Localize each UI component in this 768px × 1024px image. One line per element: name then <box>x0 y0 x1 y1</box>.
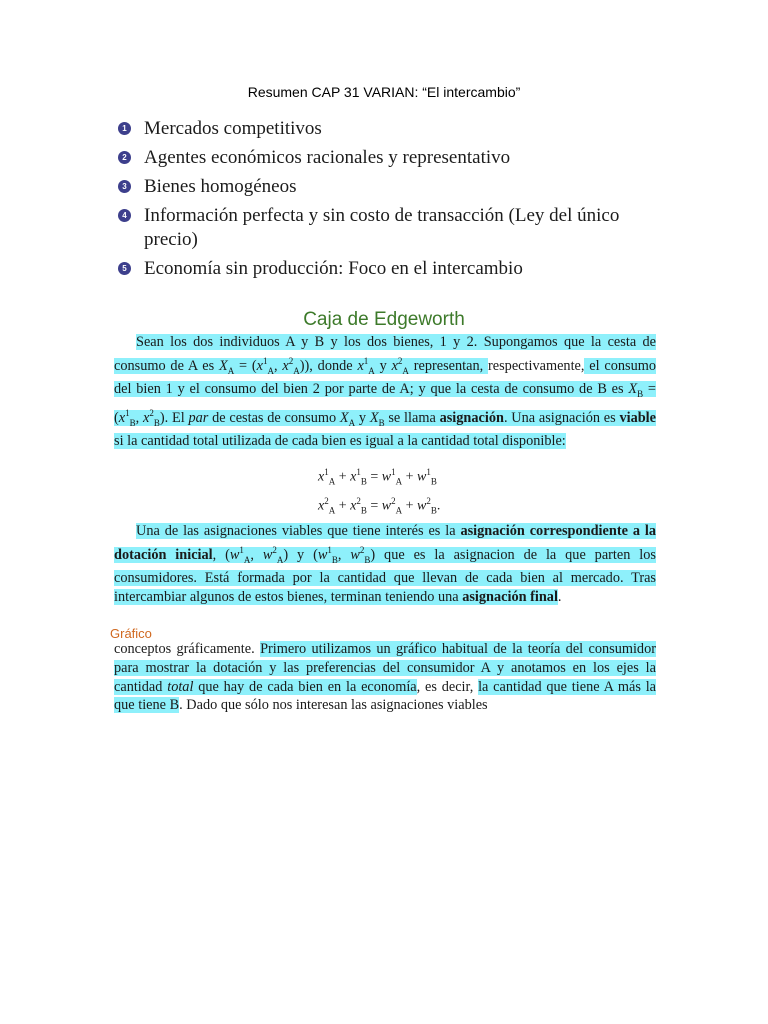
number-bullet-icon: 3 <box>118 180 131 193</box>
list-item <box>118 117 663 141</box>
equation-good-1: $x^1_A + x^1_B = w^1_A + w^1_B$ <box>318 467 437 487</box>
list-item <box>118 146 663 170</box>
highlight: Primero utilizamos un gráfico habitual de la teoría del consumidor para mostrar la dotación y las preferencias del consumidor A y anotamos en los ejes la cantidad total que hay de cada bien en la economía <box>114 641 656 695</box>
section-label-grafico: Gráfico <box>110 626 152 641</box>
feasibility-equations <box>318 462 458 521</box>
edgeworth-paragraph-2: Una de las asignaciones viables que tiene interés es la asignación correspondiente a la dotación inicial, ($w^1_A$, $w^2_A$) y ($w^1_B$, $w^2_B$) que es la asignacion de la que parten los consumidores. Está formada por la cantidad que llevan de cada bien al mercado. Tras intercambiar algunos de estos bienes, terminan teniendo una asignación final. <box>114 523 656 606</box>
grafico-paragraph: conceptos gráficamente. Primero utilizamos un gráfico habitual de la teoría del consumidor para mostrar la dotación y las preferencias del consumidor A y anotamos en los ejes la cantidad total que hay de cada bien en la economía, es decir, la cantidad que tiene A más la que tiene B. Dado que sólo nos interesan las asignaciones viables <box>114 641 657 714</box>
section-heading-edgeworth: Caja de Edgeworth <box>303 309 465 330</box>
list-item <box>118 257 663 281</box>
number-bullet-icon: 5 <box>118 262 131 275</box>
list-item-text: Agentes económicos racionales y representativo <box>144 147 511 168</box>
number-bullet-icon: 1 <box>118 122 131 135</box>
number-bullet-icon: 2 <box>118 151 131 164</box>
list-item <box>118 204 663 252</box>
highlight: Una de las asignaciones viables que tiene interés es la asignación correspondiente a la dotación inicial, ($w^1_A$, $w^2_A$) y ($w^1_B$, $w^2_B$) que es la asignacion de la que parten los consumidores. Está formada por la cantidad que llevan de cada bien al mercado. Tras intercambiar algunos de estos bienes, terminan teniendo una asignación final <box>114 523 656 606</box>
number-bullet-icon: 4 <box>118 209 131 222</box>
list-item-text: Economía sin producción: Foco en el intercambio <box>144 258 523 279</box>
document-title: Resumen CAP 31 VARIAN: “El intercambio” <box>247 84 521 100</box>
list-item-text: Mercados competitivos <box>144 118 322 139</box>
highlight: Sean los dos individuos A y B y los dos bienes, 1 y 2. Supongamos que la cesta de consumo de A es $X_A = (x^1_A$, $x^2_A$)), donde $x^1_A$ y $x^2_A$ representan, <box>114 334 656 376</box>
list-item-text: Información perfecta y sin costo de transacción (Ley del único precio) <box>144 205 620 250</box>
list-item-text: Bienes homogéneos <box>144 176 297 197</box>
equation-good-2: $x^2_A + x^2_B = w^2_A + w^2_B$. <box>318 496 441 516</box>
assumptions-list <box>118 117 663 286</box>
highlight: el consumo del bien 1 y el consumo del bien 2 por parte de A; y que la cesta de consumo de B es $X_B = (x^1_B$, $x^2_B$). El par de cestas de consumo $X_A$ y $X_B$ se llama asignación. Una asignación es viable si la cantidad total utilizada de cada bien es igual a la cantidad total disponible: <box>114 357 657 450</box>
list-item <box>118 175 663 199</box>
highlight: la cantidad que tiene A más la que tiene B <box>114 678 657 714</box>
edgeworth-paragraph-1: Sean los dos individuos A y B y los dos bienes, 1 y 2. Supongamos que la cesta de consumo de A es $X_A = (x^1_A$, $x^2_A$)), donde $x^1_A$ y $x^2_A$ representan, respectivamente, el consumo del bien 1 y el consumo del bien 2 por parte de A; y que la cesta de consumo de B es $X_B = (x^1_B$, $x^2_B$). El par de cestas de consumo $X_A$ y $X_B$ se llama asignación. Una asignación es viable si la cantidad total utilizada de cada bien es igual a la cantidad total disponible: <box>114 334 657 450</box>
